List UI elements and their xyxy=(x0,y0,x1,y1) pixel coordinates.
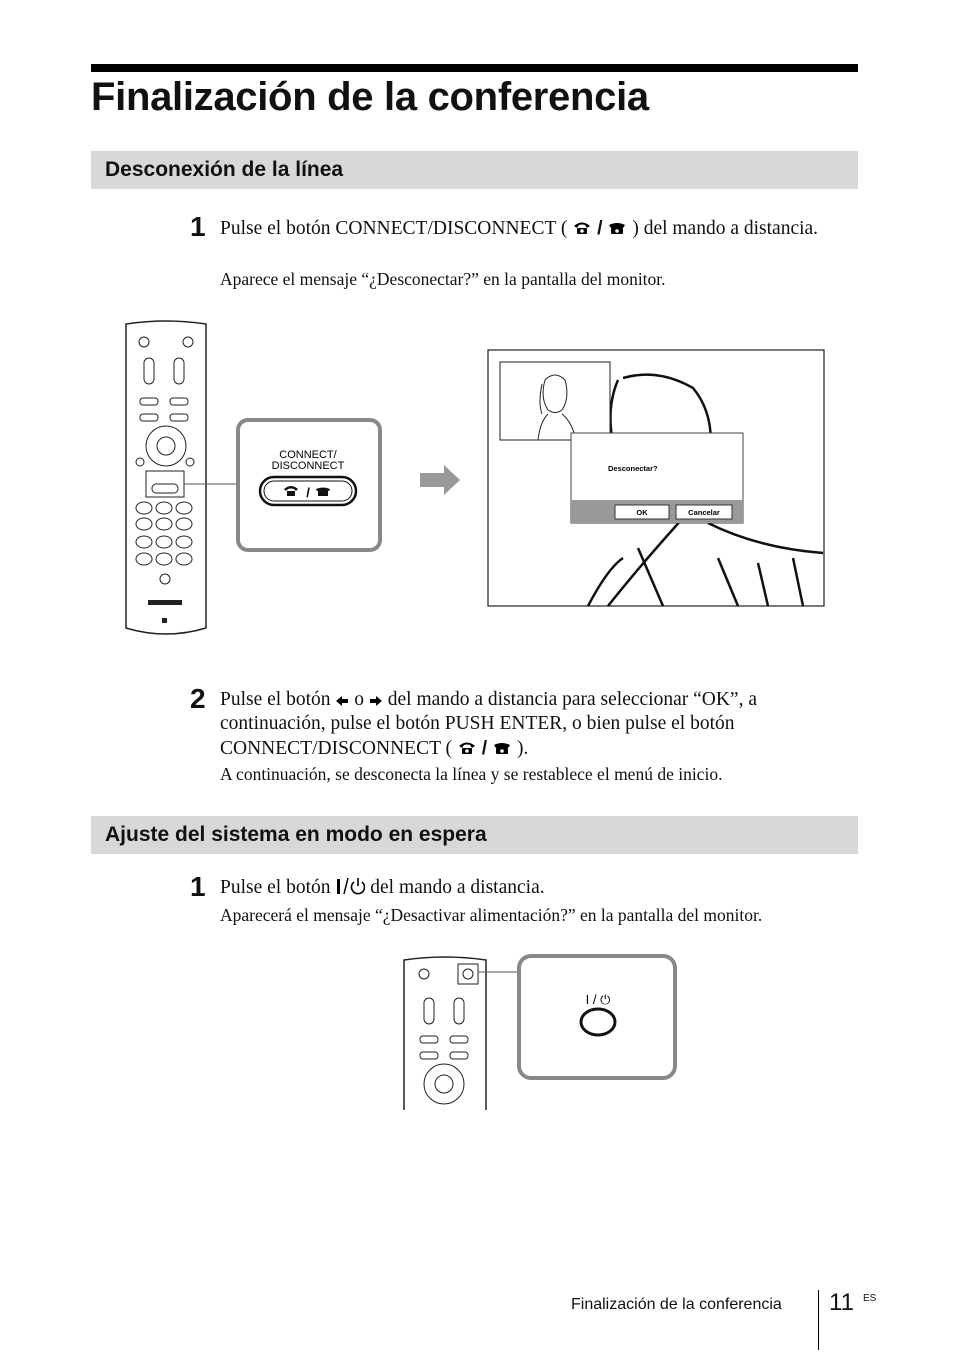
phone-connect-icon xyxy=(457,740,477,756)
arrow-left-icon xyxy=(335,695,349,707)
standby-step1-instruction: Pulse el botón del mando a distancia. xyxy=(220,877,545,898)
section-heading-disconnect: Desconexión de la línea xyxy=(91,151,858,189)
arrow-right-icon xyxy=(369,695,383,707)
remote-control-illustration xyxy=(126,321,206,634)
right-arrow-icon xyxy=(420,465,460,495)
svg-text:/: / xyxy=(306,485,310,500)
page-title: Finalización de la conferencia xyxy=(91,75,649,119)
power-callout-label: I / ⏻ xyxy=(585,992,611,1007)
remote-control-top-illustration xyxy=(404,957,486,1110)
phone-disconnect-icon xyxy=(607,220,627,236)
page-number: 11 xyxy=(829,1289,854,1316)
inset-video xyxy=(500,362,610,440)
dialog-message: Desconectar? xyxy=(608,464,658,473)
step1-instruction: Pulse el botón CONNECT/DISCONNECT ( / ) del mando a distancia. xyxy=(220,217,819,239)
dialog-ok-label: OK xyxy=(636,508,648,517)
step-number: 1 xyxy=(190,211,206,242)
figure-standby xyxy=(400,952,680,1112)
phone-connect-icon xyxy=(572,220,592,236)
dialog-cancel-label: Cancelar xyxy=(688,508,720,517)
step1-result: Aparece el mensaje “¿Desconectar?” en la pantalla del monitor. xyxy=(220,269,666,289)
power-button xyxy=(581,1009,615,1035)
step2-result: A continuación, se desconecta la línea y se restablece el menú de inicio. xyxy=(220,764,723,784)
phone-disconnect-icon xyxy=(492,740,512,756)
figure-disconnect xyxy=(118,318,833,648)
callout-label-line2: DISCONNECT xyxy=(271,460,345,472)
footer-section-name: Finalización de la conferencia xyxy=(571,1296,782,1313)
title-rule xyxy=(91,64,858,72)
step-number: 1 xyxy=(190,871,206,902)
language-code: ES xyxy=(863,1293,877,1304)
section-heading-standby: Ajuste del sistema en modo en espera xyxy=(91,816,858,854)
callout-label-line1: CONNECT/ xyxy=(279,449,337,461)
step-number: 2 xyxy=(190,683,206,714)
step2-instruction: Pulse el botón o del mando a distancia para seleccionar “OK”, a continuación, pulse el botón PUSH ENTER, o bien pulse el botón CONNECT/DISCONNECT ( / ). xyxy=(220,689,757,759)
power-icon xyxy=(335,877,365,895)
footer-divider xyxy=(818,1290,819,1350)
standby-step1-result: Aparecerá el mensaje “¿Desactivar alimentación?” en la pantalla del monitor. xyxy=(220,905,763,925)
